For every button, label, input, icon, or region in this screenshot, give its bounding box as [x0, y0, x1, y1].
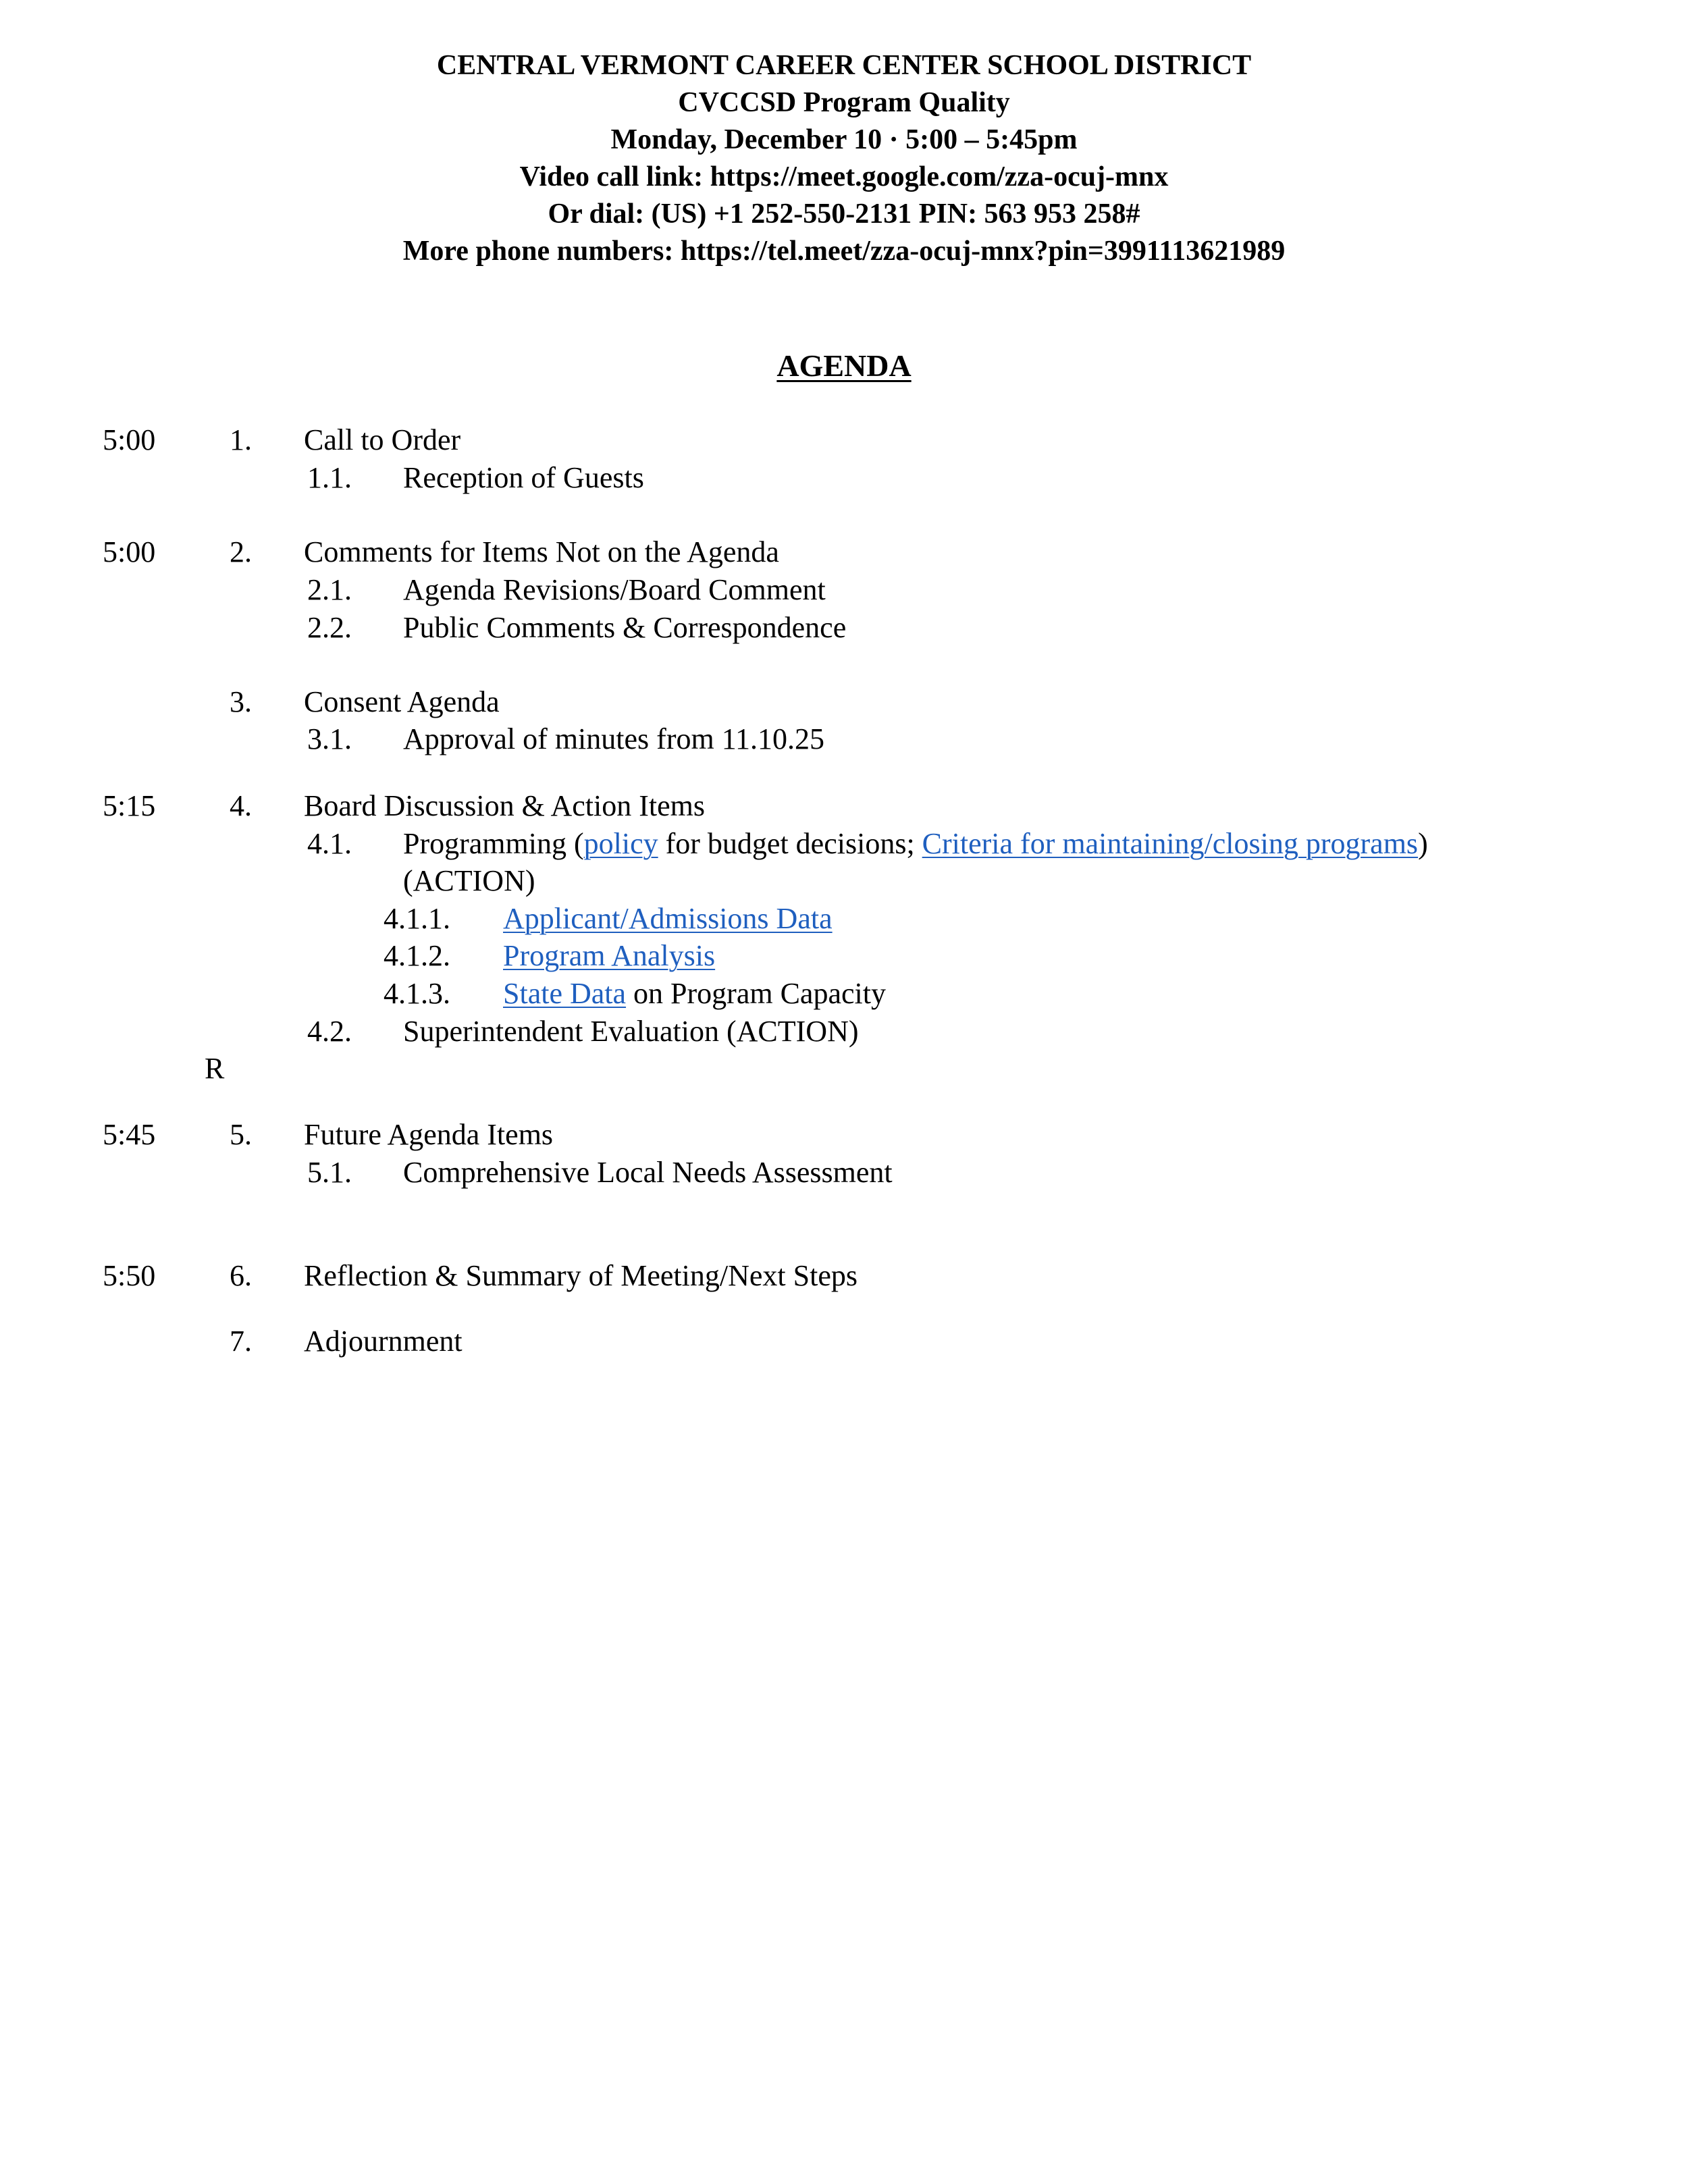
item-4-1-3-number: 4.1.3.: [384, 977, 450, 1010]
item-4-1-3-rest: on Program Capacity: [626, 977, 886, 1010]
applicant-admissions-link[interactable]: Applicant/Admissions Data: [503, 902, 833, 935]
item-4-title: Board Discussion & Action Items: [304, 789, 705, 822]
item-5-title: Future Agenda Items: [304, 1118, 554, 1151]
item-3-number: 3.: [230, 685, 252, 718]
policy-link[interactable]: policy: [583, 827, 658, 860]
item-4-1-3-title: [503, 975, 886, 1013]
item-7-number: 7.: [230, 1325, 252, 1358]
item-1-title: Call to Order: [304, 423, 461, 456]
document-header: [0, 47, 1688, 270]
item-1-1-title: Reception of Guests: [403, 461, 644, 494]
agenda-title: AGENDA: [776, 348, 912, 383]
state-data-link[interactable]: State Data: [503, 977, 627, 1010]
item-3-1-number: 3.1.: [307, 722, 352, 755]
video-call-link: Video call link: https://meet.google.com/zza-ocuj-mnx: [519, 161, 1169, 192]
item-4-1-mid: for budget decisions;: [658, 827, 922, 860]
district-name: CENTRAL VERMONT CAREER CENTER SCHOOL DISTRICT: [436, 50, 1252, 81]
item-6-time: 5:50: [103, 1259, 156, 1292]
item-6-number: 6.: [230, 1259, 252, 1292]
item-2-1-title: Agenda Revisions/Board Comment: [403, 573, 826, 606]
item-4-number: 4.: [230, 789, 252, 822]
item-4-1-action: (ACTION): [403, 864, 535, 897]
item-1-time: 5:00: [103, 423, 156, 456]
criteria-link[interactable]: Criteria for maintaining/closing programs: [922, 827, 1419, 860]
meeting-datetime: Monday, December 10 · 5:00 – 5:45pm: [610, 124, 1078, 155]
item-4-1-post: ): [1418, 827, 1428, 860]
item-4-1-title: [403, 825, 1428, 863]
item-4-1-pre: Programming (: [403, 827, 584, 860]
item-2-1-number: 2.1.: [307, 573, 352, 606]
item-5-number: 5.: [230, 1118, 252, 1151]
item-3-1-title: Approval of minutes from 11.10.25: [403, 722, 825, 755]
item-4-1-number: 4.1.: [307, 827, 352, 860]
committee-name: CVCCSD Program Quality: [678, 87, 1010, 118]
item-4-2-title: Superintendent Evaluation (ACTION): [403, 1015, 859, 1048]
item-2-title: Comments for Items Not on the Agenda: [304, 535, 779, 568]
item-4-time: 5:15: [103, 789, 156, 822]
item-2-2-title: Public Comments & Correspondence: [403, 611, 847, 644]
item-4-1-2-number: 4.1.2.: [384, 939, 450, 972]
more-phone-numbers: More phone numbers: https://tel.meet/zza-ocuj-mnx?pin=3991113621989: [402, 236, 1286, 267]
item-5-1-title: Comprehensive Local Needs Assessment: [403, 1156, 893, 1189]
item-3-title: Consent Agenda: [304, 685, 500, 718]
item-2-number: 2.: [230, 535, 252, 568]
dial-in-info: Or dial: (US) +1 252-550-2131 PIN: 563 953 258#: [548, 198, 1140, 230]
item-7-title: Adjournment: [304, 1325, 463, 1358]
item-5-time: 5:45: [103, 1118, 156, 1151]
item-4-2-number: 4.2.: [307, 1015, 352, 1048]
agenda-heading: [0, 346, 1688, 386]
item-4-1-1-number: 4.1.1.: [384, 902, 450, 935]
item-2-time: 5:00: [103, 535, 156, 568]
item-6-title: Reflection & Summary of Meeting/Next Steps: [304, 1259, 858, 1292]
stray-letter: R: [205, 1052, 225, 1085]
program-analysis-link[interactable]: Program Analysis: [503, 939, 716, 972]
item-2-2-number: 2.2.: [307, 611, 352, 644]
item-1-number: 1.: [230, 423, 252, 456]
item-1-1-number: 1.1.: [307, 461, 352, 494]
item-5-1-number: 5.1.: [307, 1156, 352, 1189]
